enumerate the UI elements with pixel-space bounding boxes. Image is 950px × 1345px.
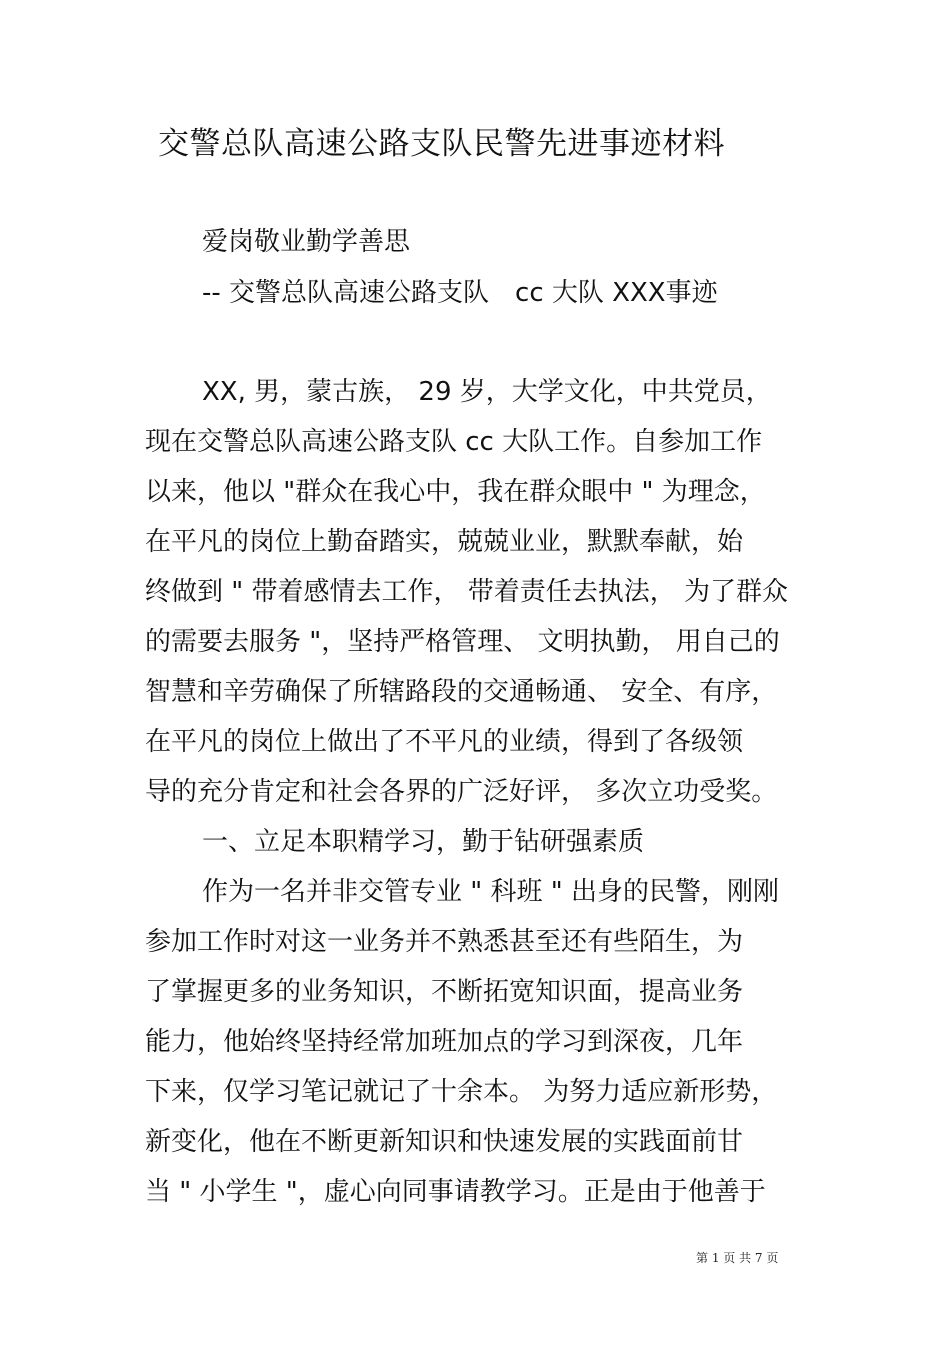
paragraph-line: 能力，他始终坚持经常加班加点的学习到深夜，几年 <box>145 1027 744 1057</box>
paragraph-line: 终做到 " 带着感情去工作， 带着责任去执法， 为了群众 <box>145 577 789 607</box>
paragraph-line: 现在交警总队高速公路支队 cc 大队工作。自参加工作 <box>145 427 763 457</box>
paragraph-line: 参加工作时对这一业务并不熟悉甚至还有些陌生，为 <box>145 927 744 957</box>
paragraph-line: 在平凡的岗位上做出了不平凡的业绩，得到了各级领 <box>145 727 744 757</box>
paragraph-line: 智慧和辛劳确保了所辖路段的交通畅通、 安全、有序， <box>145 677 778 707</box>
paragraph-line: 新变化，他在不断更新知识和快速发展的实践面前甘 <box>145 1127 744 1157</box>
paragraph-line: 导的充分肯定和社会各界的广泛好评， 多次立功受奖。 <box>145 777 778 807</box>
subtitle-line-2: -- 交警总队高速公路支队 cc 大队 XXX事迹 <box>202 278 718 308</box>
paragraph-line: XX, 男，蒙古族， 29 岁，大学文化，中共党员， <box>202 377 772 407</box>
section-heading: 一、立足本职精学习，勤于钻研强素质 <box>202 827 645 857</box>
paragraph-line: 当 " 小学生 "，虚心向同事请教学习。正是由于他善于 <box>145 1177 766 1207</box>
page-number: 第 1 页 共 7 页 <box>696 1251 779 1265</box>
document-title: 交警总队高速公路支队民警先进事迹材料 <box>158 126 725 162</box>
subtitle-line-1: 爱岗敬业勤学善思 <box>202 227 411 257</box>
paragraph-line: 以来，他以 "群众在我心中，我在群众眼中 " 为理念， <box>145 477 766 507</box>
paragraph-line: 的需要去服务 "，坚持严格管理、 文明执勤， 用自己的 <box>145 627 780 657</box>
paragraph-line: 作为一名并非交管专业 " 科班 " 出身的民警，刚刚 <box>202 877 779 907</box>
paragraph-line: 在平凡的岗位上勤奋踏实，兢兢业业，默默奉献，始 <box>145 527 744 557</box>
paragraph-line: 了掌握更多的业务知识，不断拓宽知识面，提高业务 <box>145 977 744 1007</box>
paragraph-line: 下来，仅学习笔记就记了十余本。 为努力适应新形势， <box>145 1077 778 1107</box>
